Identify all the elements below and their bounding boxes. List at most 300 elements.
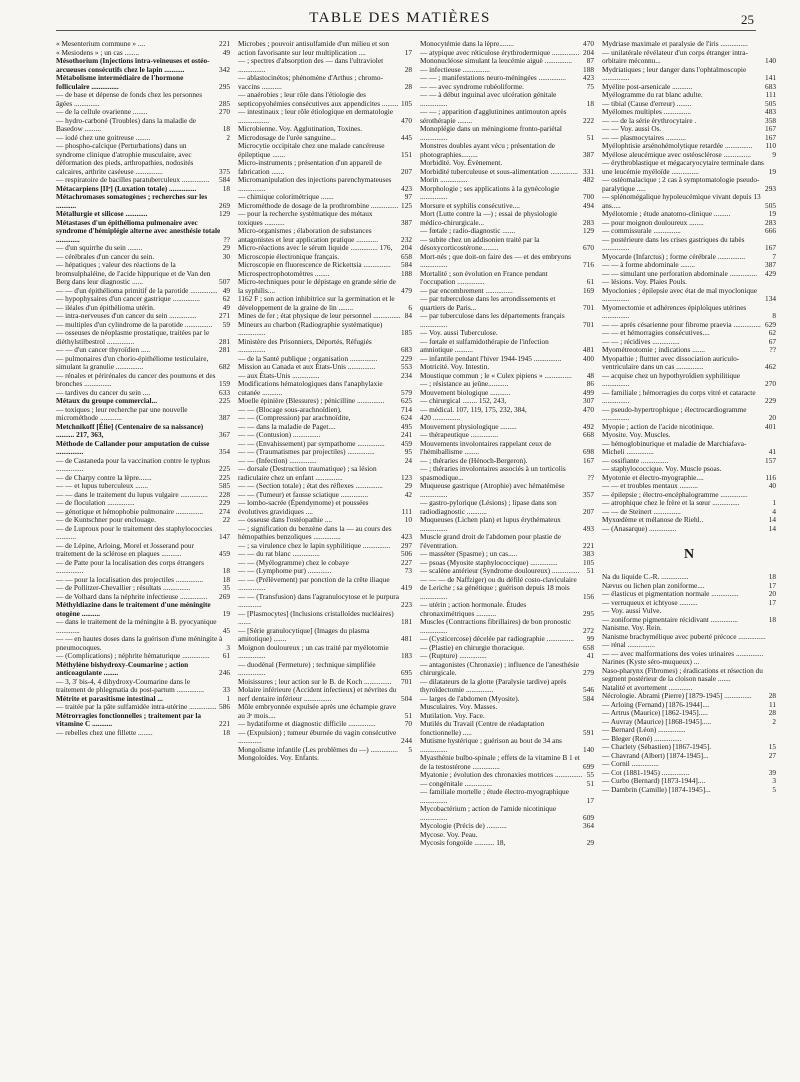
index-entry <box>56 440 230 457</box>
index-entry <box>238 57 412 74</box>
entry-term: — thérapeutique ............... <box>420 430 499 439</box>
entry-term: — — ; récidives ............... <box>602 336 680 346</box>
entry-term: — traitée par la pâte sulfamidée intra-utérine ............... <box>56 702 217 711</box>
entry-term: — ; signification du benzène dans la — au cours des hémopathies benzoliques ............... <box>238 523 392 541</box>
entry-term: — (Expulsion) ; tumeur éburnée du vagin consécutive ............. <box>238 727 397 745</box>
entry-page: 167 <box>765 243 776 252</box>
index-entry <box>238 227 412 244</box>
entry-term: « Mesenterium commune » .... <box>56 40 146 48</box>
entry-page: 167 <box>765 132 776 142</box>
entry-term: — de la cellule ovarienne ........ <box>56 107 148 116</box>
entry-page: 506 <box>401 549 412 558</box>
entry-term: — phospho-calcique (Perturbations) dans un syndrome clinique d'atrophie musculaire, avec déformation des pieds, arthropathies, nodosités calcaires, arthrite caséeuse ............... <box>56 141 194 176</box>
index-entry <box>420 661 594 678</box>
entry-page: 6 <box>408 302 412 312</box>
entry-term: — élasticus et pigmentation normale ............... <box>602 589 739 598</box>
entry-term: — hépatiques ; valeur des réactions de la bromsulphaléine, de l'acide hippurique et de Van den Berg dans leur diagnostic ...... <box>56 260 211 286</box>
entry-page: 159 <box>219 379 230 388</box>
entry-page: 19 <box>222 608 230 618</box>
entry-page: 244 <box>401 736 412 745</box>
entry-term: — iodé chez une goitreuse ........ <box>56 132 151 142</box>
entry-term: Moustique commun ; le « Culex pipiens » ............... <box>420 370 572 380</box>
entry-term: Moelle épinière (Blessures) ; pénicilline ............... <box>238 396 385 405</box>
entry-term: — atrophique chez le frère et la sœur ............... <box>602 498 740 507</box>
entry-page: 269 <box>219 591 230 601</box>
entry-page: 49 <box>222 302 230 312</box>
index-entry <box>238 142 412 159</box>
running-header-title: TABLE DES MATIÈRES <box>309 10 491 26</box>
entry-page: 140 <box>765 56 776 65</box>
entry-page: 221 <box>583 540 594 550</box>
entry-page: 269 <box>219 200 230 210</box>
entry-page: 609 <box>583 812 594 822</box>
index-entry <box>602 440 776 457</box>
entry-page: 18 <box>586 98 594 108</box>
entry-page: 125 <box>401 200 412 210</box>
entry-page: 699 <box>583 761 594 771</box>
entry-page: 105 <box>401 98 412 108</box>
entry-term: Micro-instruments ; présentation d'un appareil de fabrication ....... <box>238 158 382 176</box>
entry-term: — rebelles chez une fillette ........ <box>56 727 153 737</box>
index-entry <box>238 40 412 57</box>
entry-term: — lésions. Voy. Plaies Pouls. <box>602 277 688 286</box>
entry-page: 387 <box>401 217 412 227</box>
entry-page: 116 <box>765 472 776 482</box>
entry-page: 18 <box>222 574 230 584</box>
entry-page: 188 <box>583 64 594 74</box>
section-letter: N <box>683 547 695 562</box>
entry-term: Myopie ; action de l'acide nicotinique. <box>602 421 714 431</box>
entry-term: Mycobactérium ; action de l'amide nicotinique ............... <box>420 804 557 822</box>
entry-page: 297 <box>401 540 412 550</box>
entry-page: 207 <box>401 166 412 176</box>
index-entry <box>420 499 594 516</box>
entry-term: Métaux du groupe commercial... <box>56 396 158 405</box>
entry-term: — ablastocinétos; phénomène d'Arthus ; chromo-vaccins ........... <box>238 73 383 91</box>
entry-term: — Curbo (Bernard) [1873-1944].... <box>602 776 706 785</box>
index-entry <box>56 117 230 134</box>
entry-page: 683 <box>765 81 776 91</box>
entry-term: Méthylène bishydroxy-Coumarine ; action anticoagulante ........ <box>56 659 189 677</box>
entry-term: Métastases d'un épithélioma pulmonaire avec syndrome d'hémiplégie alterne avec anesthésie totale ............. <box>56 217 221 244</box>
entry-page: 8 <box>772 311 776 320</box>
entry-term: Micro-organismes ; élaboration de substances antagonistes et leur application pratique ............ <box>238 226 379 244</box>
entry-page: 701 <box>583 302 594 312</box>
entry-page: ?? <box>769 345 776 354</box>
index-entry <box>602 525 776 534</box>
index-entry <box>238 278 412 295</box>
entry-term: Na du liquide C.-R. ............... <box>602 572 689 581</box>
entry-page: 481 <box>401 634 412 643</box>
entry-page: 28 <box>404 81 412 91</box>
index-entry <box>238 644 412 661</box>
entry-term: Méthyldiazine dans le traitement d'une méningite otogène .......... <box>56 600 211 618</box>
entry-term: — de Volhard dans la néphrite infectieuse ............... <box>56 591 208 601</box>
index-entry <box>56 601 230 618</box>
entry-page: 281 <box>219 345 230 354</box>
entry-term: — unilatérale révélateur d'un corps étranger intra-orbitaire méconnu... <box>602 47 748 65</box>
entry-page: 234 <box>401 370 412 380</box>
entry-term: Motricité. Voy. Intestin. <box>420 362 490 371</box>
entry-term: — dorsale (Destruction traumatique) ; sa lésion radiculaire chez un enfant ............... <box>238 464 377 482</box>
entry-page: 15 <box>768 742 776 751</box>
entry-term: — acquise chez un hypothyroïdien syphilitique ............... <box>602 370 741 388</box>
entry-page: 499 <box>583 387 594 397</box>
index-entry <box>420 533 594 550</box>
entry-term: — — du rat blanc ............... <box>238 549 320 558</box>
entry-term: — Bernard (Léon) ............... <box>602 725 686 734</box>
entry-term: — chimique colorimétrique ....... <box>238 192 334 201</box>
index-entry <box>56 661 230 678</box>
entry-page: 387 <box>583 149 594 159</box>
entry-page: 629 <box>765 319 776 329</box>
entry-page: 591 <box>583 727 594 737</box>
entry-page: 271 <box>219 311 230 320</box>
entry-term: Myélogramme du rat blanc adulte. <box>602 90 703 99</box>
entry-page: 505 <box>765 98 776 108</box>
entry-term: — intra-nerveuses d'un cancer du sein ............... <box>56 311 197 320</box>
entry-page: 633 <box>219 387 230 397</box>
entry-page: 423 <box>401 532 412 541</box>
entry-page: 17 <box>404 47 412 57</box>
index-entry <box>56 559 230 576</box>
entry-term: — — et hémorragies consécutives.... <box>602 328 710 337</box>
entry-page: 695 <box>401 668 412 677</box>
entry-page: 14 <box>768 515 776 524</box>
entry-page: 232 <box>401 234 412 244</box>
entry-term: — — d'un épithélioma primitif de la parotide ............... <box>56 285 218 295</box>
entry-term: Myélomes multiples ............... <box>602 107 691 116</box>
entry-term: — Cot (1881-1945) ............... <box>602 767 690 777</box>
entry-page: 492 <box>583 421 594 431</box>
entry-term: — pour la recherche systématique des métaux toxiques ........... <box>238 209 373 227</box>
entry-term: Nanisme brachymélique avec puberté précoce ............... <box>602 631 766 641</box>
entry-term: — ossifiante ............... <box>602 455 669 465</box>
index-entry <box>420 338 594 355</box>
entry-term: Morbidité. Voy. Évènement. <box>420 158 503 167</box>
entry-page: 354 <box>219 447 230 456</box>
header-rule <box>56 30 756 31</box>
entry-page: 207 <box>583 506 594 516</box>
entry-term: Myasthénie bulbo-spinale ; effets de la vitamine B 1 et de la testostérone ............... <box>420 753 580 771</box>
entry-page: 110 <box>765 141 776 150</box>
entry-page: 73 <box>404 566 412 575</box>
entry-page: 22 <box>222 515 230 524</box>
entry-term: — hydatiforme et diagnostic difficile ............... <box>238 719 376 728</box>
entry-page: 20 <box>768 413 776 422</box>
entry-page: 87 <box>586 56 594 65</box>
entry-page: 270 <box>219 107 230 116</box>
entry-page: 9 <box>772 149 776 159</box>
entry-term: — masséter (Spasme) ; un cas..... <box>420 549 518 558</box>
entry-page: 482 <box>583 175 594 184</box>
entry-term: — — en hautes doses dans la guérison d'une méningite à pneumocoques. <box>56 634 223 652</box>
entry-term: Natalité et avortement ............. <box>602 682 693 692</box>
index-entry <box>238 729 412 746</box>
entry-term: Myomectomie et adhérences épiploïques utérines ............... <box>602 302 747 320</box>
entry-page: 67 <box>768 336 776 346</box>
entry-term: Morbidité tuberculeuse et sous-alimentation ............... <box>420 166 578 176</box>
entry-term: Microscopie électronique français. <box>238 251 340 261</box>
entry-page: 221 <box>219 719 230 728</box>
index-entry <box>238 176 412 193</box>
entry-term: — — après césarienne pour fibrome praevia ............... <box>602 319 761 329</box>
entry-term: — de Pollitzer-Chevallier ; résultats ............... <box>56 583 191 592</box>
entry-page: 35 <box>222 583 230 592</box>
entry-term: Myélotomie ; étude anatomo-clinique ......... <box>602 209 731 218</box>
entry-page: 342 <box>219 64 230 74</box>
entry-page: 185 <box>401 328 412 337</box>
entry-term: Métrorragies fonctionnelles ; traitement par la vitamine C ........... <box>56 710 202 728</box>
entry-page: 367 <box>219 430 230 439</box>
entry-term: — — simulant une perforation abdominale ............... <box>602 268 758 278</box>
entry-term: — de Charpy contre la lèpre....... <box>56 472 152 482</box>
entry-page: 61 <box>586 277 594 286</box>
entry-page: 625 <box>401 396 412 405</box>
index-entry <box>56 355 230 372</box>
entry-page: 283 <box>583 217 594 227</box>
entry-page: 167 <box>583 455 594 465</box>
entry-page: 229 <box>401 353 412 363</box>
index-entry <box>56 712 230 729</box>
entry-page: ?? <box>587 472 594 482</box>
entry-term: Myocarde (Infarctus) ; forme cérébrale ............... <box>602 251 746 261</box>
entry-page: 97 <box>404 192 412 201</box>
entry-page: 10 <box>404 515 412 524</box>
entry-term: Nævus ou lichen plan zoniforme.... <box>602 580 705 590</box>
entry-page: 481 <box>583 345 594 354</box>
entry-page: 84 <box>404 311 412 320</box>
entry-term: — 3, 3' bis-4, 4 dihydroxy-Coumarine dans le traitement de phlegmatia du post-partum ............... <box>56 676 204 694</box>
index-column-2 <box>238 40 412 848</box>
index-entry <box>420 601 594 618</box>
index-entry <box>56 635 230 652</box>
index-entry <box>602 406 776 423</box>
entry-term: — — et troubles mentaux .......... <box>602 481 698 490</box>
entry-page: 7 <box>772 251 776 261</box>
entry-page: 18 <box>222 183 230 193</box>
entry-term: — — (Blocage sous-arachnoïdien). <box>238 404 342 414</box>
index-entry <box>238 525 412 542</box>
entry-term: Nanisme. Voy. Rein. <box>602 623 662 632</box>
entry-term: — — à début inguinal avec ulcération génitale ............... <box>420 90 557 108</box>
index-column-4 <box>602 40 776 848</box>
entry-page: 141 <box>765 73 776 82</box>
entry-term: — Voy. aussi Vulve. <box>602 606 662 615</box>
entry-term: — — de Steinert ............... <box>602 506 681 516</box>
index-entry <box>238 338 412 355</box>
entry-term: — ; résistance au jeûne........... <box>420 379 509 388</box>
entry-term: Micro-techniques pour le dépistage en grande série de la syphilis.... <box>238 277 396 295</box>
entry-page: 41 <box>768 447 776 456</box>
entry-term: — de Luproux pour le traitement des staphylococcies ........... <box>56 523 213 541</box>
entry-page: 579 <box>401 387 412 397</box>
entry-term: Mouvements involontaires rappelant ceux de l'hémiballisme ........ <box>420 438 552 456</box>
entry-term: Myosite. Voy. Muscles. <box>602 430 671 439</box>
entry-page: 295 <box>219 81 230 91</box>
entry-term: — — avec syndrome rubéoliforme. <box>420 81 524 91</box>
entry-term: — Charlety (Sébastien) [1867-1945]. <box>602 742 712 751</box>
entry-page: 181 <box>401 617 412 626</box>
entry-term: — tardives du cancer du sein .... <box>56 387 151 397</box>
entry-term: — infantile pendant l'hiver 1944-1945 ............... <box>420 353 562 363</box>
entry-term: — (Rupture) ............... <box>420 651 487 660</box>
entry-term: — — (Envahissement) par sympathome ............... <box>238 438 385 448</box>
entry-term: — duodénal (Fermeture) ; technique simplifiée ............... <box>238 659 376 677</box>
entry-term: — — (Tumeur) et fausse sciatique ............... <box>238 489 369 499</box>
index-entry <box>56 678 230 695</box>
index-entry <box>420 737 594 754</box>
entry-term: — cérébrales d'un cancer du sein. <box>56 251 155 261</box>
entry-page: 2 <box>772 716 776 726</box>
entry-term: — toxiques ; leur recherche par une nouvelle microméthode ............ <box>56 404 188 422</box>
entry-page: 29 <box>222 243 230 252</box>
index-entry <box>420 576 594 602</box>
entry-term: — — avec malformations des voies urinaires ............... <box>602 648 764 658</box>
entry-term: Narines (Kyste séro-muqueux) ... <box>602 657 700 666</box>
entry-term: — épilepsie ; électro-encéphalogramme ............... <box>602 489 748 499</box>
entry-page: 272 <box>583 625 594 635</box>
entry-page: 39 <box>768 767 776 777</box>
entry-page: 493 <box>583 523 594 533</box>
entry-page: 18 <box>222 566 230 575</box>
entry-page: 419 <box>401 583 412 592</box>
entry-term: Myotonie et électro-myographie.... <box>602 472 704 482</box>
entry-page: 129 <box>583 226 594 235</box>
entry-term: — multiples d'un cylindrome de la parotide ............... <box>56 319 213 329</box>
entry-page: 51 <box>404 710 412 720</box>
entry-term: Myatonie ; évolution des chronaxies motrices ............... <box>420 770 583 779</box>
entry-term: — — et lupus tuberculeux ....... <box>56 481 149 490</box>
entry-term: Myxœdème et mélanose de Riehl.. <box>602 515 704 524</box>
entry-term: Mouvement physiologique ......... <box>420 421 517 431</box>
entry-term: Muqueuse gastrique (Atrophie) avec hématémèse ............... <box>420 481 565 499</box>
entry-page: 279 <box>583 668 594 677</box>
entry-page: 423 <box>401 183 412 193</box>
entry-page: 1 <box>772 498 776 507</box>
entry-term: Mycologie (Précis de) ........... <box>420 821 507 830</box>
entry-term: — — plasmocytaires ........... <box>602 132 686 142</box>
entry-term: — pulmonaires d'un chorio-épithéliome testiculaire, simulant la granulie ............... <box>56 353 209 371</box>
entry-term: — dans le traitement de la méningite à B. pyocyanique ............. <box>56 617 217 635</box>
entry-term: — pour moignon douloureux ........ <box>602 217 704 227</box>
entry-term: — postérieure dans les crises gastriques du tabès ............... <box>602 234 745 252</box>
entry-term: — — (Myélogramme) chez le cobaye <box>238 557 349 567</box>
entry-term: — de Castaneda pour la vaccination contre le typhus ............... <box>56 455 210 473</box>
entry-term: Microscopie en fluorescence de Rickettsia ............... <box>238 260 391 269</box>
index-entry <box>420 185 594 202</box>
entry-page: 225 <box>219 464 230 473</box>
entry-page: 111 <box>765 90 776 99</box>
index-entry <box>420 618 594 635</box>
entry-term: — zoniforme pigmentaire récidivant ............... <box>602 614 738 624</box>
entry-page: 222 <box>583 115 594 125</box>
index-entry <box>602 372 776 389</box>
entry-page: 17 <box>768 597 776 607</box>
entry-page: 204 <box>583 47 594 57</box>
entry-term: — fœtale ; radio-diagnostic ....... <box>420 226 516 235</box>
entry-page: 700 <box>583 192 594 201</box>
entry-term: — psoas (Myosite staphylococcique) ............... <box>420 557 558 567</box>
entry-page: 48 <box>586 370 594 380</box>
entry-page: 105 <box>583 557 594 567</box>
index-entry <box>238 295 412 312</box>
entry-term: — ; spectres d'absorption des — dans l'ultraviolet ............... <box>238 56 384 74</box>
entry-page: 1 <box>226 693 230 703</box>
index-entry <box>238 108 412 125</box>
index-entry <box>420 253 594 270</box>
entry-page: 229 <box>219 498 230 507</box>
entry-term: Myélite post-arsenicale ........... <box>602 81 693 91</box>
entry-term: Microcytie occipitale chez une malade cancéreuse épileptique ....... <box>238 141 385 159</box>
entry-term: — antagonistes (Chronaxie) ; influence de l'anesthésie chirurgicale. <box>420 659 579 677</box>
entry-page: 281 <box>219 336 230 346</box>
index-entry <box>56 372 230 389</box>
entry-page: 147 <box>219 532 230 541</box>
entry-term: — ; sa virulence chez le lapin syphilitique ............... <box>238 540 391 550</box>
entry-term: — de floculation ............... <box>56 498 135 507</box>
entry-term: — hydro-carboné (Troubles) dans la maladie de Basedow ......... <box>56 115 196 133</box>
entry-page: 459 <box>401 438 412 448</box>
index-entry <box>420 312 594 329</box>
entry-term: Morphologie ; ses applications à la gynécologie ............... <box>420 183 560 201</box>
entry-term: — de Lépine, Arloing, Morel et Josserand pour traitement de la sclérose en plaques ........... <box>56 540 195 558</box>
entry-page: 123 <box>401 472 412 482</box>
entry-term: Méthode de Callander pour amputation de cuisse ............... <box>56 438 210 456</box>
entry-term: Microdosage de l'urée sanguine... <box>238 132 336 142</box>
entry-term: Mines de fer ; état physique de leur personnel ............... <box>238 311 401 320</box>
entry-term: Métrite et parasitisme intestinal ... <box>56 693 163 703</box>
entry-page: 285 <box>219 98 230 108</box>
entry-page: 658 <box>401 251 412 261</box>
index-entry <box>56 729 230 738</box>
entry-term: — familiale ; hémorragies du corps vitré et cataracte ............... <box>602 387 756 405</box>
index-entry <box>420 440 594 457</box>
index-entry <box>238 627 412 644</box>
entry-term: — par encombrement ............... <box>420 285 513 295</box>
index-entry <box>56 423 230 440</box>
entry-page: 364 <box>583 821 594 830</box>
index-entry <box>602 355 776 372</box>
index-entry <box>420 295 594 312</box>
entry-term: Mongolisme infantile (Les problèmes du —) ............... <box>238 744 398 754</box>
entry-term: — anaérobies ; leur rôle dans l'étiologie des septicopyohémies consécutives aux appendicites ......... <box>238 90 399 108</box>
entry-page: 151 <box>401 149 412 159</box>
entry-term: Métacarpiens [IIᵉ] (Luxation totale) ............... <box>56 183 197 193</box>
entry-page: 698 <box>583 447 594 456</box>
entry-term: — infectieuse ............... <box>420 64 490 74</box>
index-entry <box>238 465 412 482</box>
index-entry <box>56 261 230 287</box>
entry-term: « Mesiodens » ; un cas ........ <box>56 47 140 57</box>
entry-page: 624 <box>401 413 412 422</box>
entry-term: — — — de Naffziger) ou du défilé costo-claviculaire de Leriche ; sa génétique ; guérison depuis 18 mois ............... <box>420 574 577 601</box>
index-entry <box>56 91 230 108</box>
index-entry <box>420 788 594 805</box>
entry-term: — pseudo-hypertrophique ; électrocardiogramme ............... <box>602 404 747 422</box>
index-columns <box>56 40 776 848</box>
entry-term: — atypique avec réticulose érythrodermique ............... <box>420 47 580 57</box>
entry-term: Mydriase maximale et paralysie de l'iris ............... <box>602 40 748 48</box>
entry-page: 358 <box>765 115 776 125</box>
entry-page: 459 <box>219 549 230 558</box>
entry-term: Mycose. Voy. Peau. <box>420 829 478 839</box>
entry-page: 70 <box>404 719 412 728</box>
entry-term: — hypophysaires d'un cancer gastrique ............... <box>56 294 200 303</box>
entry-page: 716 <box>583 260 594 269</box>
entry-term: Microspectrophotomètres ........ <box>238 268 330 278</box>
entry-term: — Chavrand (Albert) [1874-1945]... <box>602 750 709 760</box>
